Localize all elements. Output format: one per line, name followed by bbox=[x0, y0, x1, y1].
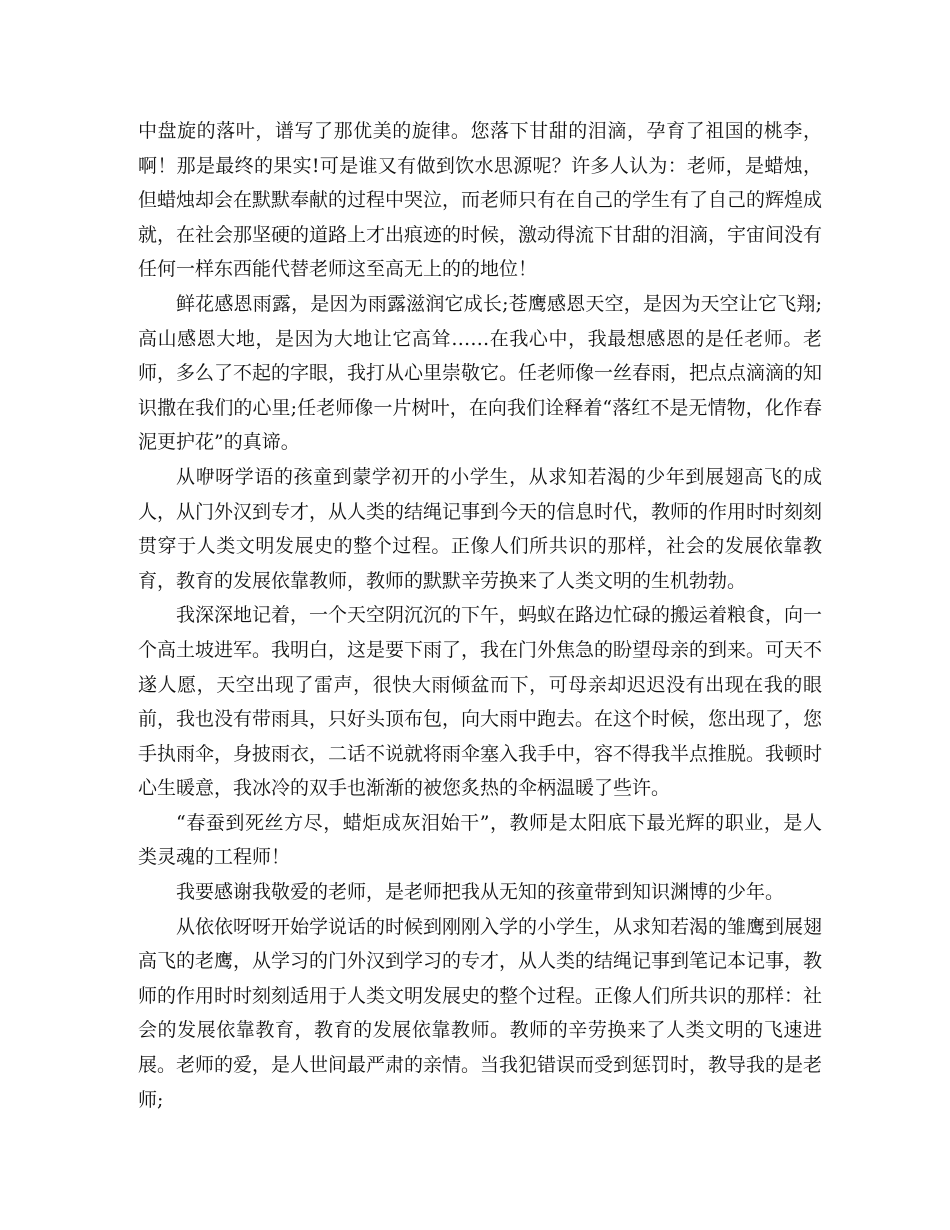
paragraph-6: 我要感谢我敬爱的老师，是老师把我从无知的孩童带到知识渊博的少年。 bbox=[176, 881, 785, 904]
paragraph-5: “春蚕到死丝方尽，蜡炬成灰泪始干”，教师是太阳底下最光辉的职业，是人类灵魂的工程师！ bbox=[138, 811, 822, 869]
document-body bbox=[138, 114, 822, 1117]
paragraph-7: 从依依呀呀开始学说话的时候到刚刚入学的小学生，从求知若渴的雏鹰到展翅高飞的老鹰，从学习的门外汉到学习的专才，从人类的结绳记事到笔记本记事，教师的作用时时刻刻适用于人类文明发展史的整个过程。正像人们所共识的那样：社会的发展依靠教育，教育的发展依靠教师。教师的辛劳换来了人类文明的飞速进展。老师的爱，是人世间最严肃的亲情。当我犯错误而受到惩罚时，教导我的是老师; bbox=[138, 915, 823, 1111]
paragraph-2: 鲜花感恩雨露，是因为雨露滋润它成长;苍鹰感恩天空，是因为天空让它飞翔;高山感恩大地，是因为大地让它高耸……在我心中，我最想感恩的是任老师。老师，多么了不起的字眼，我打从心里崇敬它。任老师像一丝春雨，把点点滴滴的知识撒在我们的心里;任老师像一片树叶，在向我们诠释着“落红不是无情物，化作春泥更护花”的真谛。 bbox=[138, 292, 823, 454]
paragraph-1: 中盘旋的落叶，谱写了那优美的旋律。您落下甘甜的泪滴，孕育了祖国的桃李，啊！那是最终的果实!可是谁又有做到饮水思源呢？许多人认为：老师，是蜡烛，但蜡烛却会在默默奉献的过程中哭泣，而老师只有在自己的学生有了自己的辉煌成就，在社会那坚硬的道路上才出痕迹的时候，激动得流下甘甜的泪滴，宇宙间没有任何一样东西能代替老师这至高无上的的地位！ bbox=[138, 120, 823, 281]
paragraph-4: 我深深地记着，一个天空阴沉沉的下午，蚂蚁在路边忙碌的搬运着粮食，向一个高土坡进军。我明白，这是要下雨了，我在门外焦急的盼望母亲的到来。可天不遂人愿，天空出现了雷声，很快大雨倾盆而下，可母亲却迟迟没有出现在我的眼前，我也没有带雨具，只好头顶布包，向大雨中跑去。在这个时候，您出现了，您手执雨伞，身披雨衣，二话不说就将雨伞塞入我手中，容不得我半点推脱。我顿时心生暖意，我冰冷的双手也渐渐的被您炙热的伞柄温暖了些许。 bbox=[138, 604, 823, 800]
paragraph-3: 从咿呀学语的孩童到蒙学初开的小学生，从求知若渴的少年到展翅高飞的成人，从门外汉到专才，从人类的结绳记事到今天的信息时代，教师的作用时时刻刻贯穿于人类文明发展史的整个过程。正像人们所共识的那样，社会的发展依靠教育，教育的发展依靠教师，教师的默默辛劳换来了人类文明的生机勃勃。 bbox=[138, 465, 823, 592]
